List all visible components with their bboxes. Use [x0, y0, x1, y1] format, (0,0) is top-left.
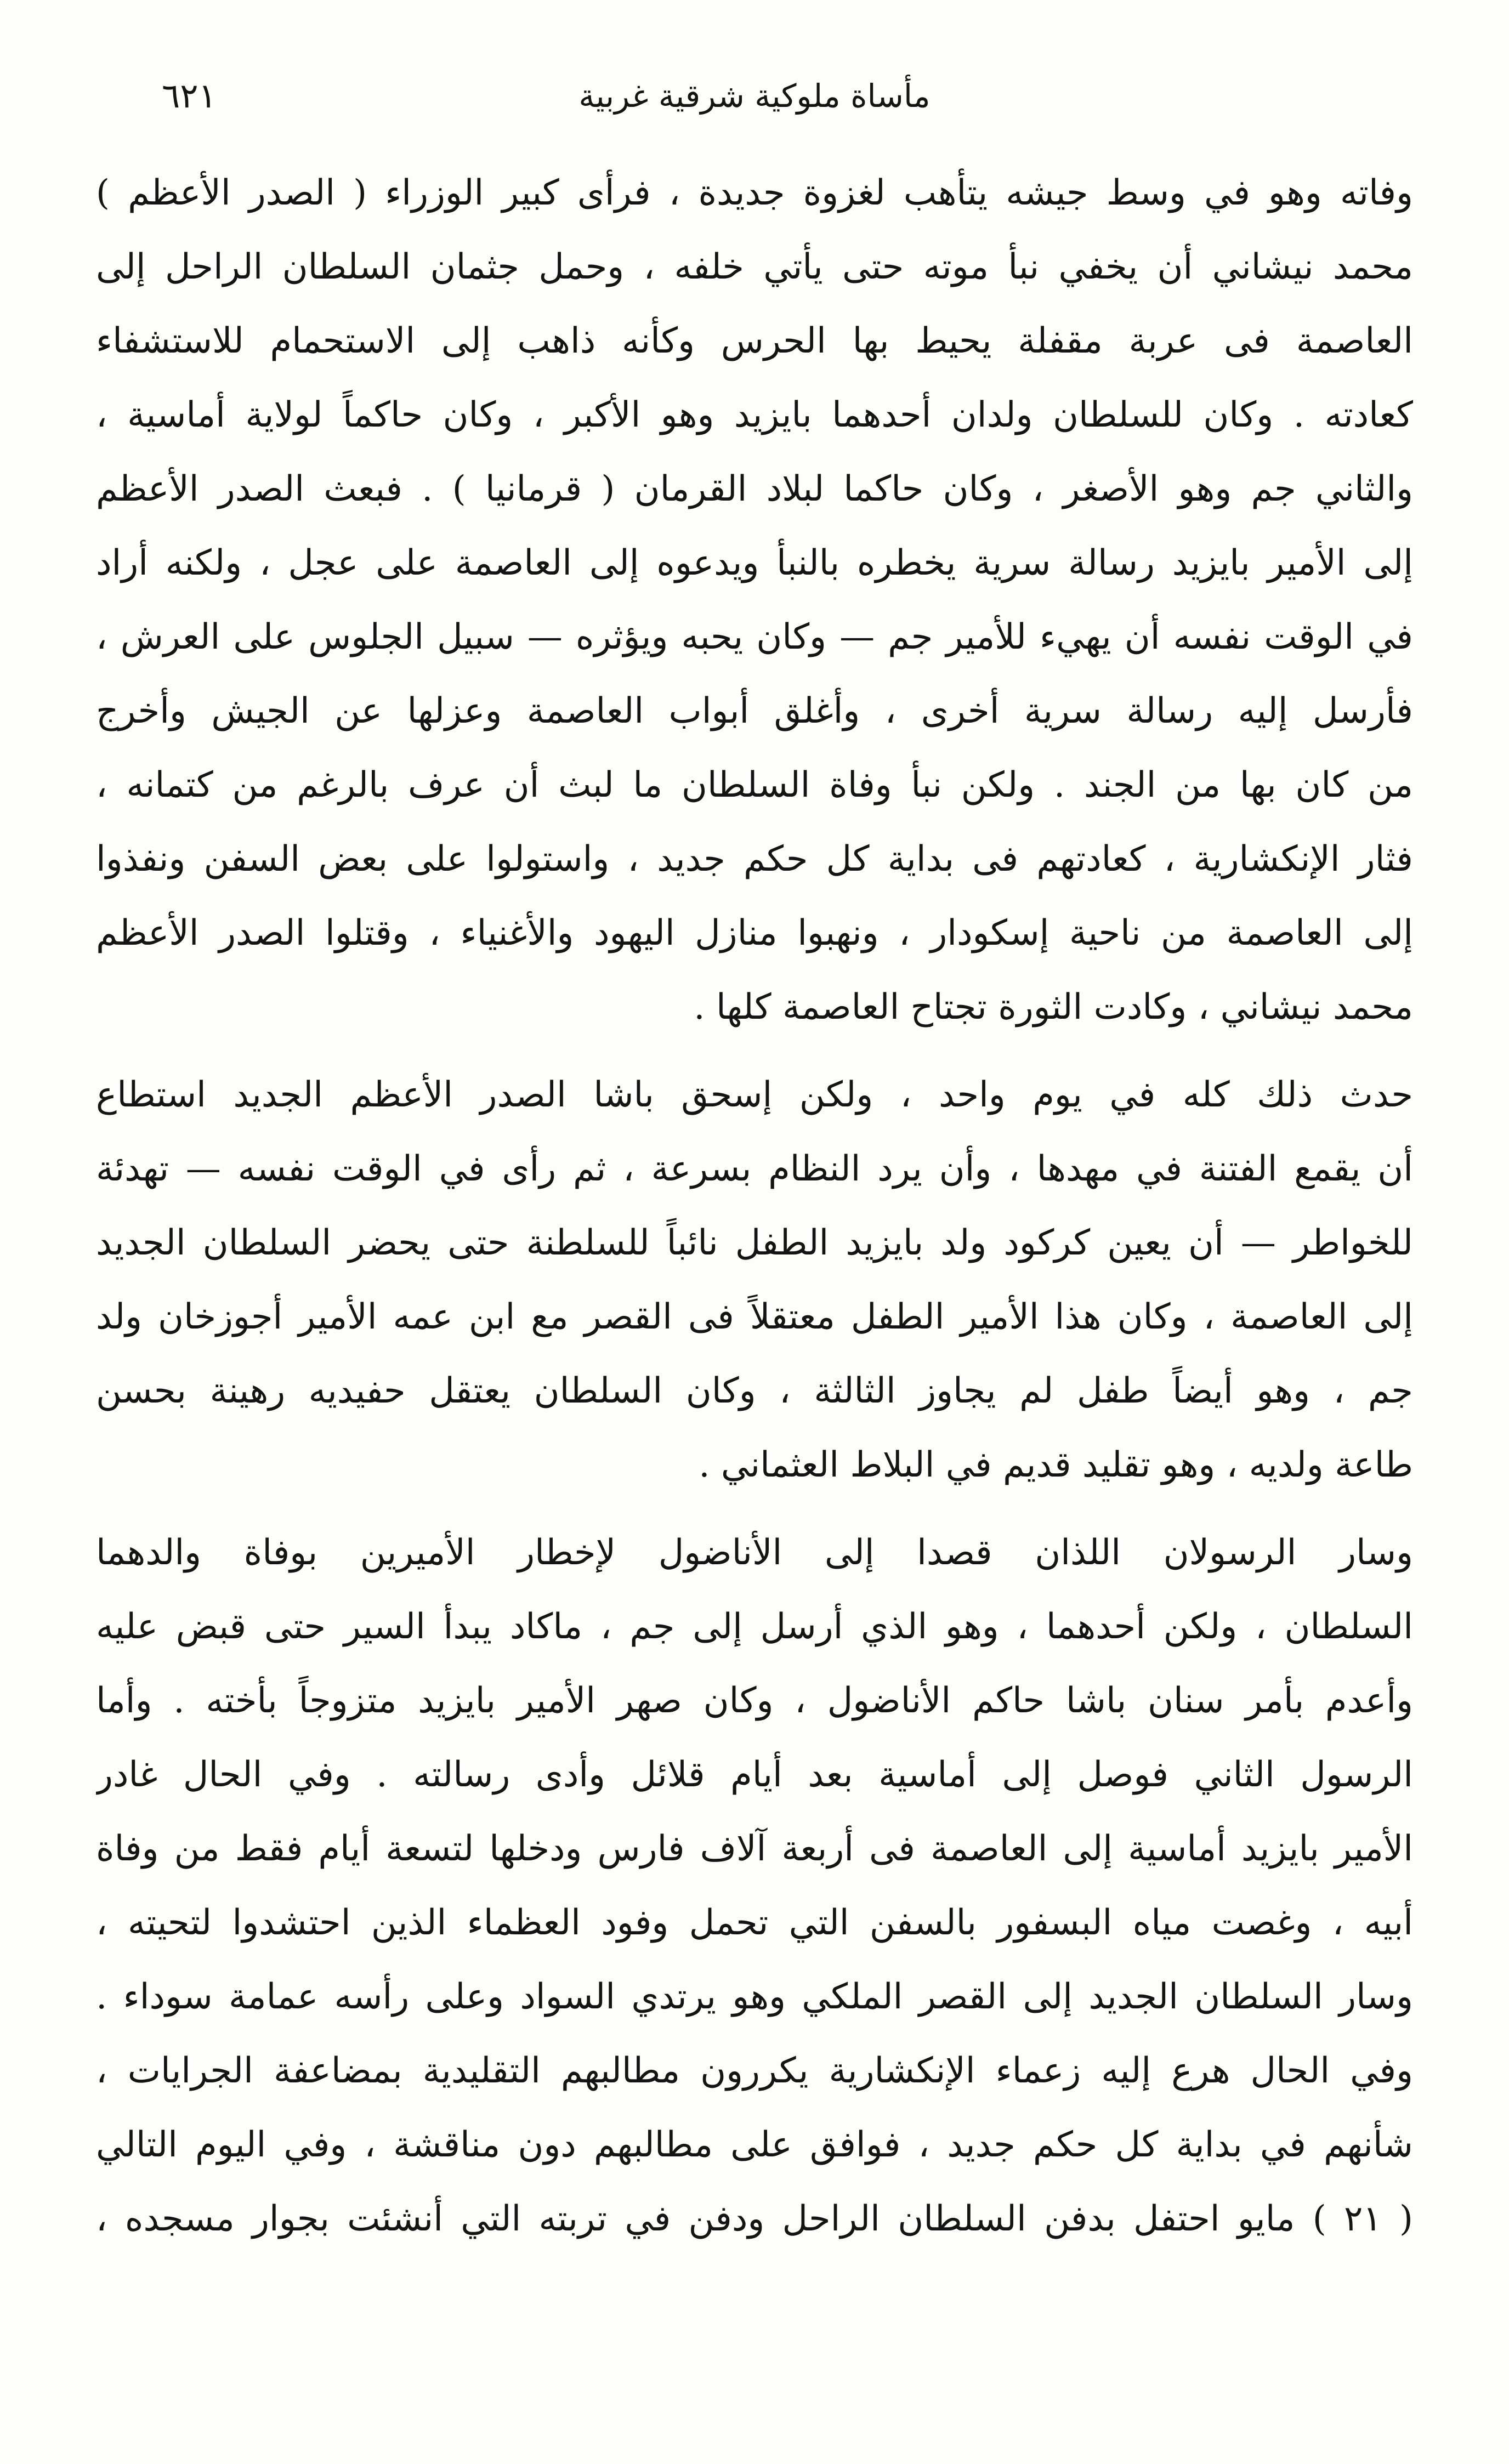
paragraph-1 — [96, 156, 1413, 1044]
running-header — [101, 66, 1408, 126]
text-line: وفاته وهو في وسط جيشه يتأهب لغزوة جديدة ، فرأى كبير الوزراء ( الصدر الأعظم ) — [96, 173, 1413, 213]
text-line: في الوقت نفسه أن يهيء للأمير جم — وكان يحبه ويؤثره — سبيل الجلوس على العرش ، — [96, 617, 1413, 657]
text-line: الرسول الثاني فوصل إلى أماسية بعد أيام قلائل وأدى رسالته . وفي الحال غادر — [96, 1755, 1413, 1795]
text-line: إلى الأمير بايزيد رسالة سرية يخطره بالنبأ ويدعوه إلى العاصمة على عجل ، ولكنه أراد — [96, 543, 1413, 583]
running-title: مأساة ملوكية شرقية غربية — [578, 77, 931, 115]
text-line: كعادته . وكان للسلطان ولدان أحدهما بايزيد وهو الأكبر ، وكان حاكماً لولاية أماسية ، — [96, 395, 1413, 435]
text-line: محمد نيشاني أن يخفي نبأ موته حتى يأتي خلفه ، وحمل جثمان السلطان الراحل إلى — [96, 247, 1413, 287]
text-line: إلى العاصمة ، وكان هذا الأمير الطفل معتقلاً فى القصر مع ابن عمه الأمير أجوزخان ولد — [96, 1297, 1413, 1337]
text-line: أبيه ، وغصت مياه البسفور بالسفن التي تحمل وفود العظماء الذين احتشدوا لتحيته ، — [96, 1903, 1413, 1943]
text-line: أن يقمع الفتنة في مهدها ، وأن يرد النظام بسرعة ، ثم رأى في الوقت نفسه — تهدئة — [96, 1149, 1413, 1189]
paragraph-gap — [96, 1044, 1413, 1058]
text-line: وفي الحال هرع إليه زعماء الإنكشارية يكررون مطالبهم التقليدية بمضاعفة الجرايات ، — [96, 2051, 1413, 2091]
text-line: محمد نيشاني ، وكادت الثورة تجتاح العاصمة كلها . — [694, 987, 1413, 1027]
text-line: من كان بها من الجند . ولكن نبأ وفاة السلطان ما لبث أن عرف بالرغم من كتمانه ، — [96, 765, 1413, 805]
text-line: والثاني جم وهو الأصغر ، وكان حاكما لبلاد القرمان ( قرمانيا ) . فبعث الصدر الأعظم — [96, 469, 1413, 509]
text-line: السلطان ، ولكن أحدهما ، وهو الذي أرسل إلى جم ، ماكاد يبدأ السير حتى قبض عليه — [96, 1606, 1413, 1647]
text-line: فأرسل إليه رسالة سرية أخرى ، وأغلق أبواب العاصمة وعزلها عن الجيش وأخرج — [96, 691, 1413, 731]
paragraph-gap — [96, 1502, 1413, 1516]
body-text — [96, 156, 1413, 2256]
text-line: العاصمة فى عربة مقفلة يحيط بها الحرس وكأنه ذاهب إلى الاستحمام للاستشفاء — [96, 321, 1413, 361]
text-line: وأعدم بأمر سنان باشا حاكم الأناضول ، وكان صهر الأمير بايزيد متزوجاً بأخته . وأما — [96, 1680, 1413, 1721]
text-line: شأنهم في بداية كل حكم جديد ، فوافق على مطالبهم دون مناقشة ، وفي اليوم التالي — [96, 2125, 1413, 2165]
text-line: ( ٢١ ) مايو احتفل بدفن السلطان الراحل ودفن في تربته التي أنشئت بجوار مسجده ، — [96, 2199, 1413, 2239]
text-line: للخواطر — أن يعين كركود ولد بايزيد الطفل نائباً للسلطنة حتى يحضر السلطان الجديد — [96, 1223, 1413, 1263]
text-line: الأمير بايزيد أماسية إلى العاصمة فى أربعة آلاف فارس ودخلها لتسعة أيام فقط من وفاة — [96, 1829, 1413, 1869]
text-line: وسار السلطان الجديد إلى القصر الملكي وهو يرتدي السواد وعلى رأسه عمامة سوداء . — [96, 1977, 1413, 2017]
text-line: وسار الرسولان اللذان قصدا إلى الأناضول لإخطار الأميرين بوفاة والدهما — [96, 1532, 1413, 1573]
paragraph-3 — [96, 1516, 1413, 2256]
text-line: حدث ذلك كله في يوم واحد ، ولكن إسحق باشا الصدر الأعظم الجديد استطاع — [96, 1075, 1413, 1115]
text-line: فثار الإنكشارية ، كعادتهم فى بداية كل حكم جديد ، واستولوا على بعض السفن ونفذوا — [96, 839, 1413, 879]
text-line: إلى العاصمة من ناحية إسكودار ، ونهبوا منازل اليهود والأغنياء ، وقتلوا الصدر الأعظم — [96, 913, 1413, 953]
text-line: طاعة ولديه ، وهو تقليد قديم في البلاط العثماني . — [699, 1445, 1413, 1485]
page-number: ٦٢١ — [162, 76, 217, 116]
text-line: جم ، وهو أيضاً طفل لم يجاوز الثالثة ، وكان السلطان يعتقل حفيديه رهينة بحسن — [96, 1371, 1413, 1411]
paragraph-2 — [96, 1058, 1413, 1502]
